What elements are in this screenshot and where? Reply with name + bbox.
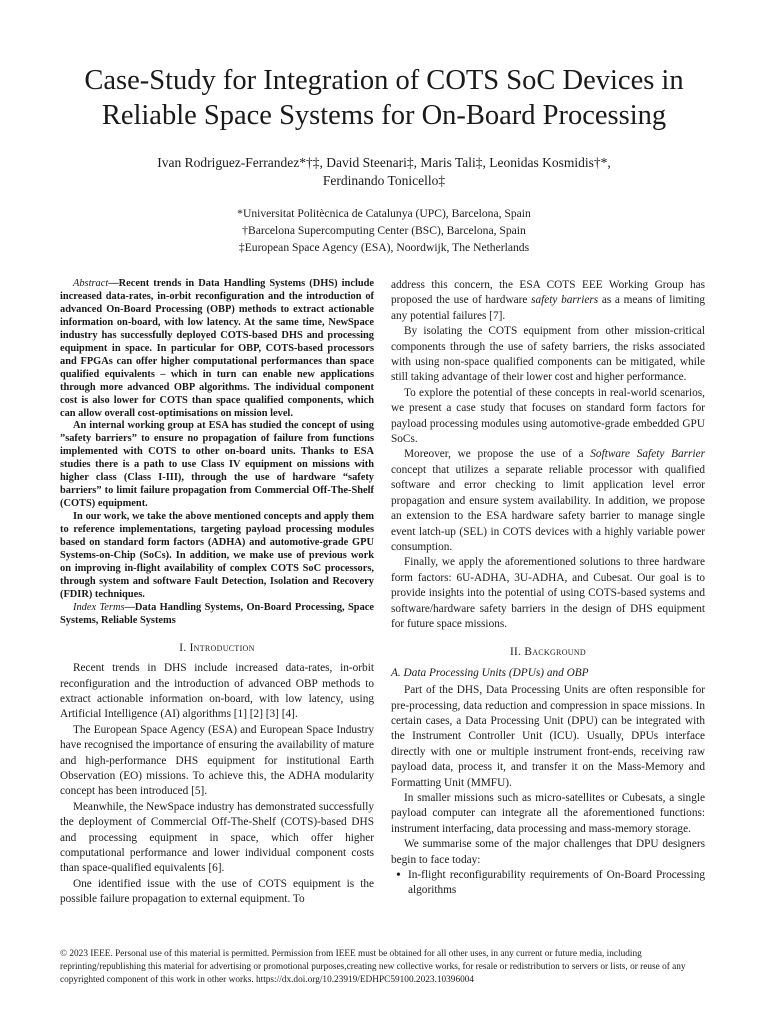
author-list	[40, 154, 728, 190]
background-paragraph-2: In smaller missions such as micro-satellites or Cubesats, a single payload computer can integrate all the aforementioned functions: instrument interfacing, data processing and mass-memory storage.	[391, 792, 705, 835]
list-item: • In-flight reconfigurability requirements of On-Board Processing algorithms	[408, 868, 705, 899]
intro-paragraph-6: To explore the potential of these concepts in real-world scenarios, we present a case study that focuses on standard form factors for payload processing modules using automotive-grade embedded GPU SoCs.	[391, 386, 705, 446]
abstract-paragraph-2: An internal working group at ESA has studied the concept of using ”safety barriers” to ensure no propagation of failure from functions implemented with COTS to other on-board units. Thanks to ESA studies there is a path to use Class IV equipment on missions with higher class (Class I-III), through the use of hardware “safety barriers” to limit failure propagation from Commercial Off-The-Shelf (COTS) equipment.	[60, 420, 374, 510]
intro-paragraph-5: By isolating the COTS equipment from other mission-critical components through the use of safety barriers, the risks associated with using non-space qualified components can be mitigated, while still taking advantage of their lower cost and higher performance.	[391, 325, 705, 384]
software-safety-barrier-term: Software Safety Barrier	[590, 448, 705, 461]
intro-paragraph-8: Finally, we apply the aforementioned solutions to three hardware form factors: 6U-ADHA, 3U-ADHA, and Cubesat. Our goal is to provide insights into the potential of using COTS-based systems and software/hardware safety barriers in the design of DHS equipment for future space missions.	[391, 556, 705, 630]
abstract-label: Abstract	[73, 278, 109, 289]
intro-paragraph-3: Meanwhile, the NewSpace industry has demonstrated successfully the deployment of Commercial Off-The-Shelf (COTS)-based DHS and processing equipment in space, which offer higher computational performance and lower individual component costs than space-qualified equivalents [6].	[60, 800, 374, 875]
affiliation-list	[40, 205, 728, 256]
affiliation-bsc: †Barcelona Supercomputing Center (BSC), Barcelona, Spain	[242, 224, 526, 237]
abstract-paragraph-1: Abstract—Recent trends in Data Handling Systems (DHS) include increased data-rates, in-orbit reconfiguration and the introduction of advanced On-Board Processing (OBP) methods to extract actionable information on-board, with low latency. At the same time, NewSpace industry has successfully deployed COTS-based DHS and processing equipment in space. In particular for OBP, COTS-based processors and FPGAs can offer higher computational performances than space qualified equivalents – which in turn can enable new applications through more advanced OBP algorithms. The individual component cost is also lower for COTS than space qualified components, which can allow overall cost-optimisations on mission level.	[60, 278, 374, 419]
author-line-2: Ferdinando Tonicello‡	[322, 173, 446, 188]
challenge-list	[391, 868, 705, 899]
left-column	[60, 278, 374, 908]
subsection-heading-dpu: A. Data Processing Units (DPUs) and OBP	[391, 666, 589, 679]
intro-paragraph-1: Recent trends in DHS include increased data-rates, in-orbit reconfiguration and the introduction of advanced OBP methods to extract actionable information on-board, with low latency, using Artificial Intelligence (AI) algorithms [1] [2] [3] [4].	[60, 662, 374, 721]
section-heading-background: II. Background	[509, 646, 587, 659]
intro-paragraph-2: The European Space Agency (ESA) and European Space Industry have recognised the importance of ensuring the availability of mature and high-performance DHS equipment for institutional Earth Observation (EO) missions. To achieve this, the ADHA modularity concept has been introduced [5].	[60, 723, 375, 798]
right-column	[391, 278, 705, 899]
background-paragraph-3: We summarise some of the major challenges that DPU designers begin to face today:	[391, 838, 705, 866]
abstract-paragraph-3: In our work, we take the above mentioned concepts and apply them to reference implementations, targeting payload processing modules based on standard form factors (ADHA) and automotive-grade GPU Systems-on-Chip (SoCs). In addition, we make use of previous work on improving in-flight availability of complex COTS SoC processors, through system and software Fault Detection, Isolation and Recovery (FDIR) techniques.	[60, 511, 374, 600]
safety-barriers-term: safety barriers	[531, 294, 599, 307]
intro-paragraph-4-continued: address this concern, the ESA COTS EEE Working Group has proposed the use of hardware safety barriers as a means of limiting any potential failures [7].	[391, 279, 706, 322]
intro-paragraph-4: One identified issue with the use of COTS equipment is the possible failure propagation to external equipment. To	[60, 877, 374, 906]
index-terms-label: Index Terms	[73, 601, 125, 613]
affiliation-esa: ‡European Space Agency (ESA), Noordwijk, The Netherlands	[238, 241, 530, 254]
index-terms: Index Terms—Data Handling Systems, On-Board Processing, Space Systems, Reliable Systems	[60, 601, 375, 626]
background-paragraph-1: Part of the DHS, Data Processing Units are often responsible for pre-processing, data reduction and compression in space missions. In certain cases, a Data Processing Unit (DPU) can be integrated with the Instrument Controller Unit (ICU). Usually, DPUs interface directly with one or multiple instrument front-ends, receiving raw payload data, process it, and transfer it on the Mass-Memory and Formatting Unit (MMFU).	[391, 684, 705, 789]
copyright-footer: © 2023 IEEE. Personal use of this material is permitted. Permission from IEEE must be obtained for all other uses, in any current or future media, including reprinting/republishing this material for advertising or promotional purposes,creating new collective works, for resale or redistribution to servers or lists, or reuse of any copyrighted component of this work in other works. https://dx.doi.org/10.23919/EDHPC59100.2023.10396004	[60, 949, 686, 985]
paper-title: Case-Study for Integration of COTS SoC Devices in Reliable Space Systems for On-Board Processing	[84, 65, 684, 131]
section-heading-introduction: I. Introduction	[179, 641, 255, 654]
affiliation-upc: *Universitat Politècnica de Catalunya (UPC), Barcelona, Spain	[237, 207, 531, 220]
author-line-1: Ivan Rodriguez-Ferrandez*†‡, David Steenari‡, Maris Tali‡, Leonidas Kosmidis†*,	[157, 155, 611, 170]
intro-paragraph-7: Moreover, we propose the use of a Software Safety Barrier concept that utilizes a separate reliable processor with qualified software and error checking to limit application level error propagation and ensure system availability. In addition, we propose an extension to the ESA hardware safety barrier to manage single event latch-up (SEL) in COTS devices with a highly variable power consumption.	[391, 448, 705, 553]
abstract	[60, 278, 374, 602]
